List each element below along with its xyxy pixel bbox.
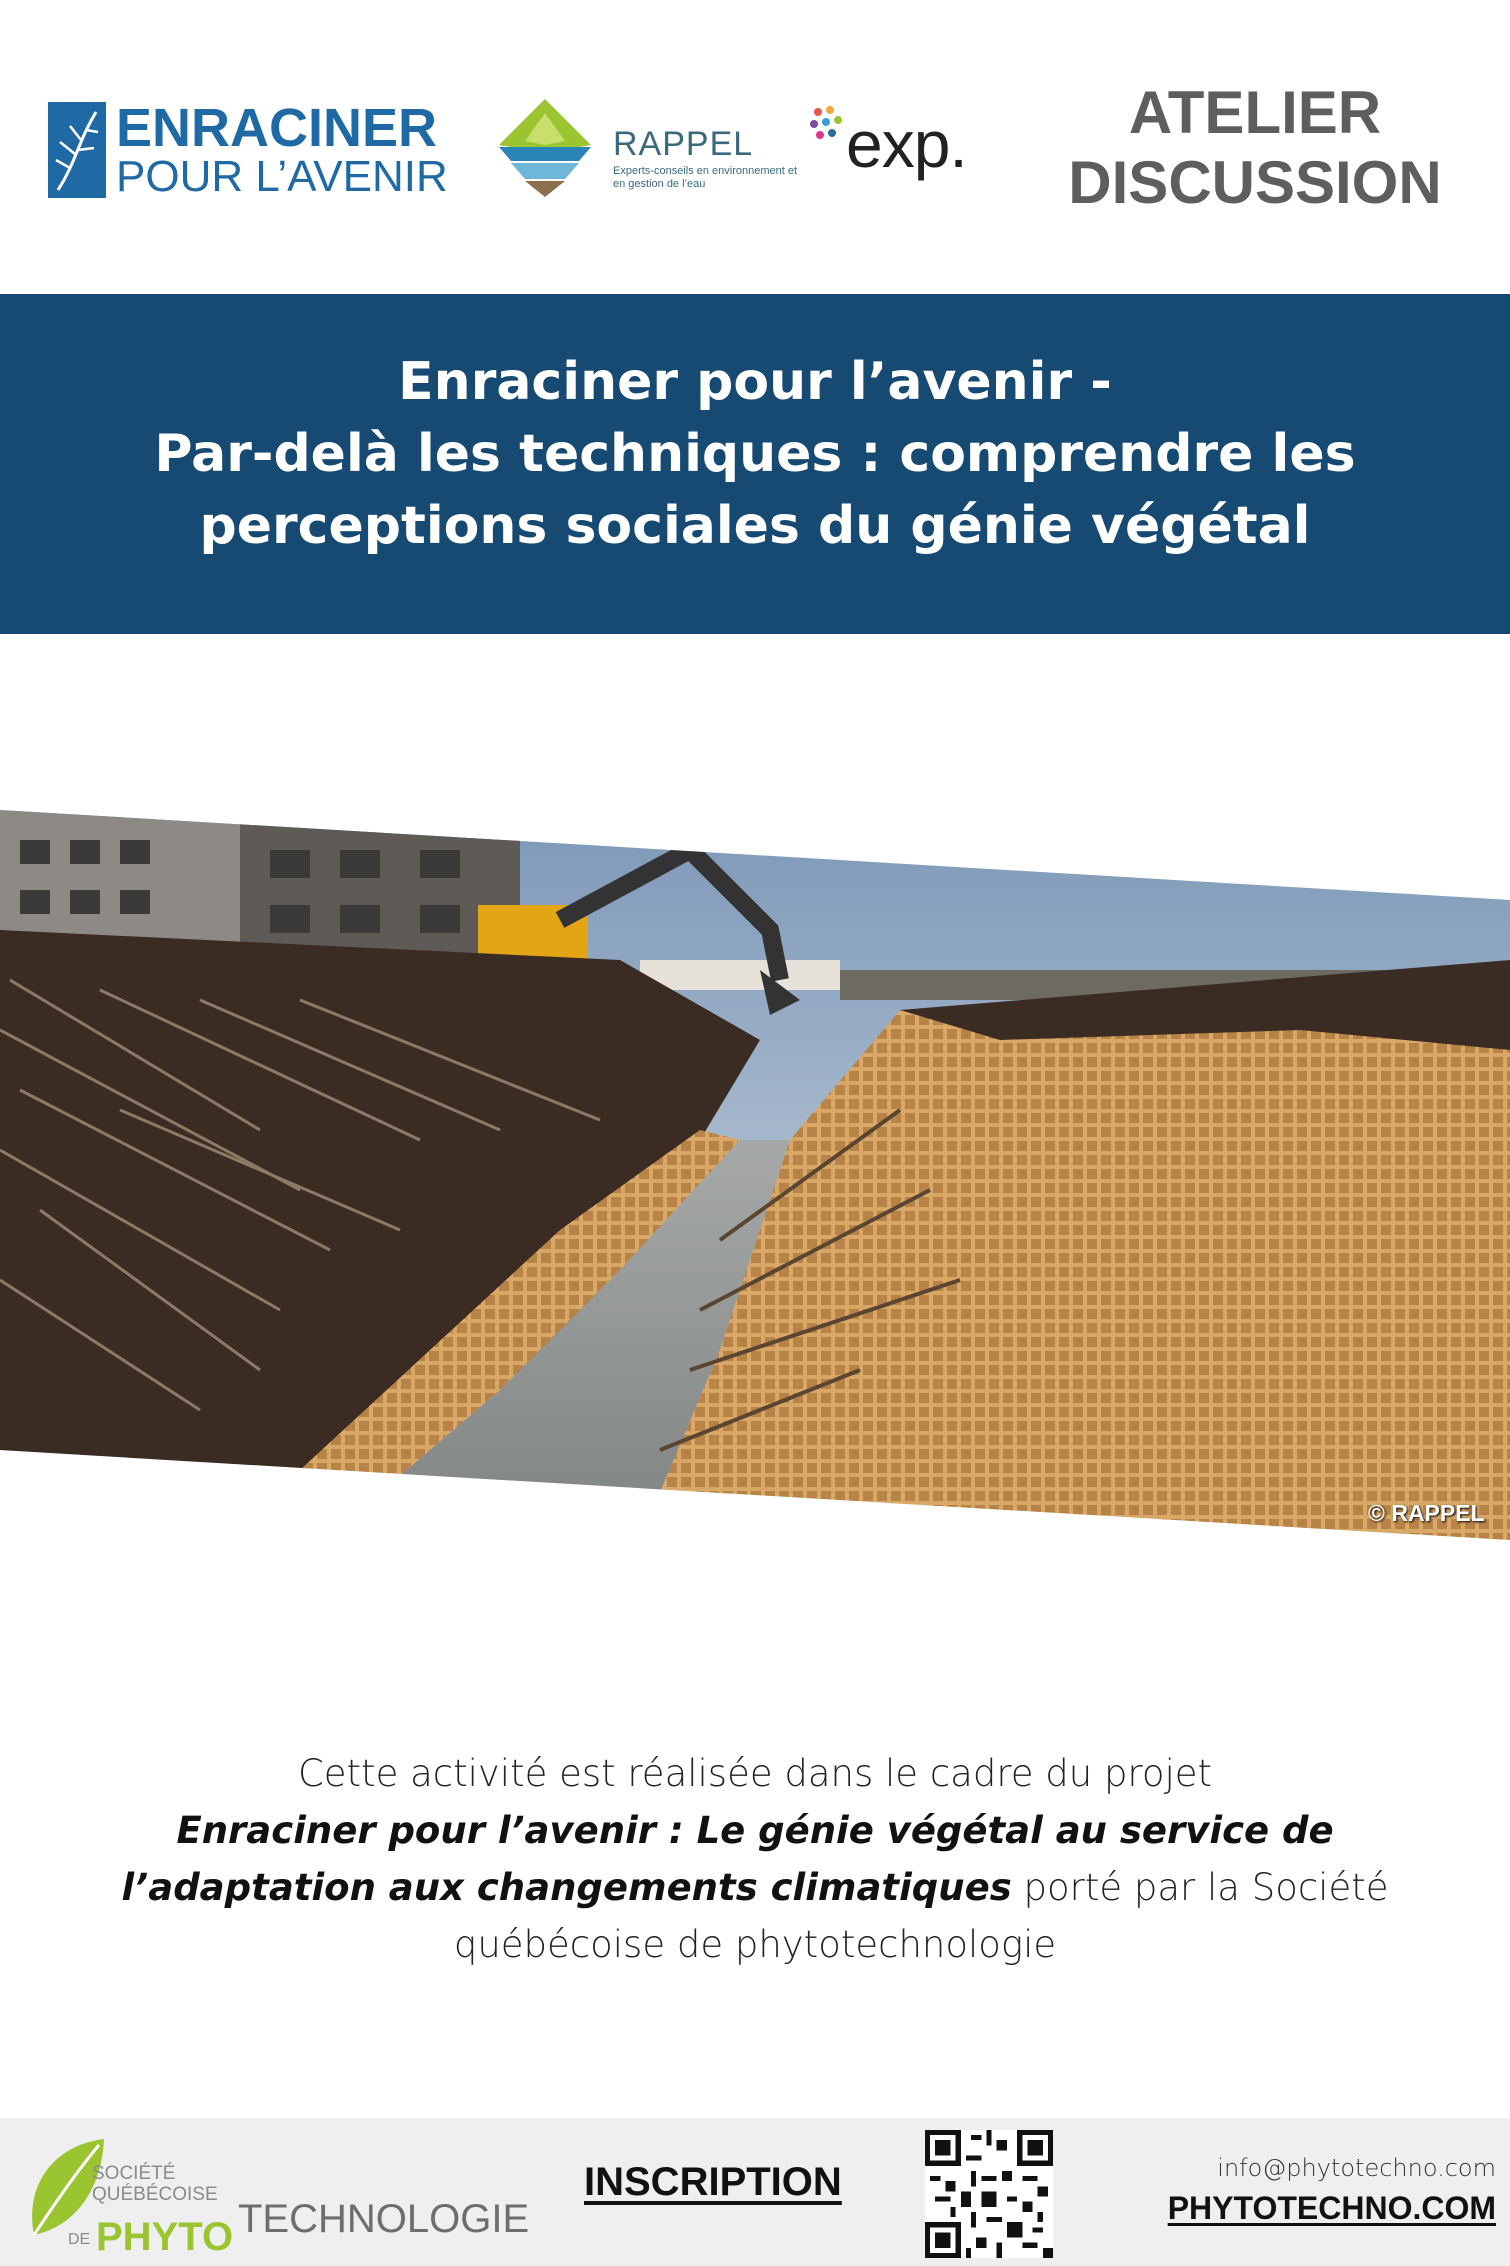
project-description [120, 1745, 1390, 1973]
enraciner-logo-line2: POUR L’AVENIR [116, 152, 448, 201]
enraciner-logo-line1: ENRACINER [116, 98, 438, 158]
enraciner-logo [48, 98, 468, 202]
title-line-1: Enraciner pour l’avenir - [398, 352, 1112, 412]
rappel-logo-name: RAPPEL [613, 125, 754, 163]
rappel-diamond-icon [495, 95, 595, 200]
exp-dots-icon [808, 104, 848, 148]
description-suffix: porté par la Société québécoise de phytotechnologie [453, 1866, 1389, 1966]
exp-logo-name: exp. [846, 107, 967, 181]
website-link[interactable]: PHYTOTECHNO.COM [1167, 2190, 1496, 2226]
event-type-line2: DISCUSSION [1068, 149, 1442, 216]
rappel-logo [495, 95, 798, 200]
description-project-name: Enraciner pour l’avenir : Le génie végétal au service de l’adaptation aux changements climatiques [121, 1809, 1334, 1909]
title-band [0, 294, 1510, 634]
page-title [0, 346, 1510, 562]
sqp-logo-de: DE [68, 2231, 91, 2248]
inscription-link[interactable]: INSCRIPTION [584, 2160, 842, 2204]
sqp-logo-phyto: PHYTO [96, 2215, 234, 2259]
sqp-logo-techno: TECHNOLOGIE [238, 2197, 530, 2241]
qr-code[interactable] [925, 2130, 1053, 2258]
tree-icon [48, 102, 106, 198]
event-type-line1: ATELIER [1128, 79, 1382, 146]
rappel-logo-tagline: Experts-conseils en environnement et en gestion de l’eau [613, 165, 798, 190]
title-line-3: perceptions sociales du génie végétal [199, 496, 1311, 556]
sqp-logo-small-text [92, 2163, 218, 2205]
exp-logo [808, 100, 983, 200]
sqp-logo-line1: SOCIÉTÉ [92, 2163, 176, 2184]
event-type [1030, 78, 1480, 218]
description-intro: Cette activité est réalisée dans le cadre du projet [297, 1752, 1213, 1795]
title-line-2: Par-delà les techniques : comprendre les [154, 424, 1356, 484]
ditch-construction-photo [0, 810, 1510, 1540]
sqp-logo [24, 2135, 530, 2259]
photo-credit: © RAPPEL [1368, 1500, 1485, 1526]
sqp-logo-line2: QUÉBÉCOISE [92, 2184, 218, 2205]
contact-email[interactable]: info@phytotechno.com [1217, 2154, 1496, 2182]
